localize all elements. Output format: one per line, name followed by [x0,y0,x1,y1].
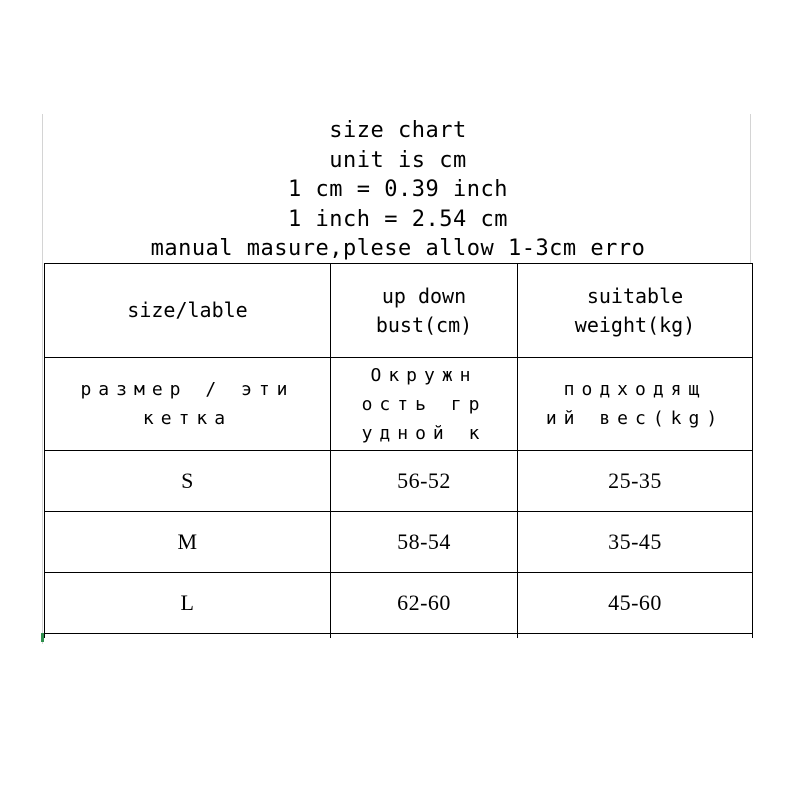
header-ru-cell [45,358,331,451]
weight-value: 35-45 [608,529,662,554]
header-ru-cell [331,358,518,451]
header-cell [518,264,753,358]
title-inch-to-cm: 1 inch = 2.54 cm [288,206,508,232]
title-cm-to-inch: 1 cm = 0.39 inch [288,177,508,202]
sheet-guide-left [42,114,43,644]
header-ru-size-label: размер / эти кетка [80,379,295,429]
table-cell [518,573,753,634]
table-cell [45,512,331,573]
table-cell [331,573,518,634]
table-cell [518,451,753,512]
size-value: M [177,529,198,554]
title-size-chart: size chart [329,118,467,143]
table-header-ru-row [45,358,753,451]
header-cell [331,264,518,358]
header-weight: suitable weight(kg) [574,283,696,337]
stub-cell [45,634,331,639]
title-measure-note: manual masure,plese allow 1-3cm erro [150,236,646,261]
table-stub-row [45,634,753,639]
table-row [45,451,753,512]
size-table [44,263,753,638]
header-bust: up down bust(cm) [375,283,473,337]
table-cell [331,512,518,573]
stub-cell [331,634,518,639]
bust-value: 58-54 [397,529,451,554]
table-cell [518,512,753,573]
title-block [44,116,752,264]
table-row [45,573,753,634]
table-row [45,512,753,573]
table-cell [45,451,331,512]
table-cell [45,573,331,634]
header-ru-bust: Окружн ость гр удной к [361,364,487,444]
bust-value: 56-52 [397,468,451,493]
table-cell [331,451,518,512]
stub-cell [518,634,753,639]
table-header-row [45,264,753,358]
size-value: S [181,468,194,493]
size-value: L [180,590,195,615]
weight-value: 25-35 [608,468,662,493]
header-ru-cell [518,358,753,451]
weight-value: 45-60 [608,590,662,615]
header-ru-weight: подходящ ий вес(kg) [545,379,725,429]
title-unit: unit is cm [329,147,467,173]
header-size-label: size/lable [127,298,248,322]
bust-value: 62-60 [397,590,451,615]
header-cell [45,264,331,358]
